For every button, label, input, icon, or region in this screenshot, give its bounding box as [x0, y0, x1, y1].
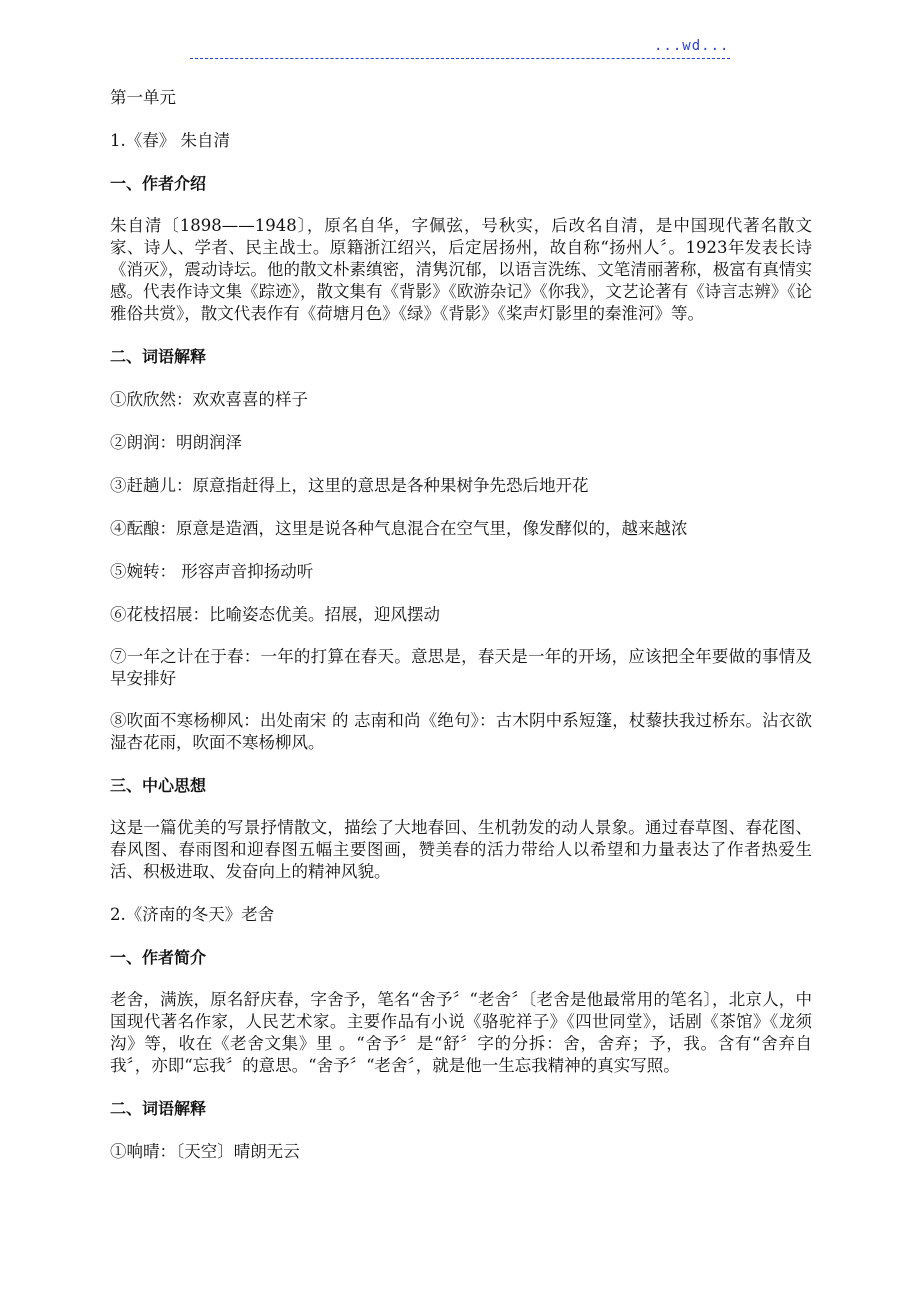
lesson-1-theme-heading: 三、中心思想 — [110, 776, 207, 795]
lesson-1-term-item: ④酝酿：原意是造酒，这里是说各种气息混合在空气里，像发酵似的，越来越浓 — [110, 519, 688, 538]
lesson-2-title: 2.《济南的冬天》老舍 — [110, 905, 275, 924]
lesson-2-terms-heading: 二、词语解释 — [110, 1099, 207, 1118]
lesson-1-term-item: ⑦一年之计在于春：一年的打算在春天。意思是，春天是一年的开场，应该把全年要做的事情及早安排好 — [110, 647, 812, 688]
lesson-2-author-heading: 一、作者简介 — [110, 948, 207, 967]
lesson-1-term-item: ①欣欣然：欢欢喜喜的样子 — [110, 390, 308, 409]
header-dashed-rule — [190, 58, 730, 59]
lesson-2-term-item: ①响晴：〔天空〕晴朗无云 — [110, 1142, 300, 1161]
lesson-1-term-item: ②朗润：明朗润泽 — [110, 433, 242, 452]
lesson-1-term-item: ⑤婉转： 形容声音抑扬动听 — [110, 562, 314, 581]
lesson-2-author-text: 老舍，满族，原名舒庆春，字舍予，笔名“舍予〞“老舍〞〔老舍是他最常用的笔名〕，北京人，中国现代著名作家，人民艺术家。主要作品有小说《骆驼祥子》《四世同堂》，话剧《茶馆》《龙须沟》等，收在《老舍文集》里 。“舍予〞是“舒〞字的分拆：舍，舍弃；予，我。含有“舍弃自我〞，亦即“忘我〞的意思。“舍予〞“老舍〞，就是他一生忘我精神的真实写照。 — [110, 990, 812, 1075]
lesson-1-title: 1.《春》 朱自清 — [110, 131, 230, 150]
unit-title: 第一单元 — [110, 88, 176, 107]
lesson-1-author-heading: 一、作者介绍 — [110, 174, 207, 193]
lesson-1-terms-heading: 二、词语解释 — [110, 347, 207, 366]
document-body — [110, 86, 812, 1183]
lesson-1-term-item: ③赶趟儿：原意指赶得上，这里的意思是各种果树争先恐后地开花 — [110, 476, 589, 495]
lesson-1-theme-text: 这是一篇优美的写景抒情散文，描绘了大地春回、生机勃发的动人景象。通过春草图、春花图、春风图、春雨图和迎春图五幅主要图画，赞美春的活力带给人以希望和力量表达了作者热爱生活、积极进取、发奋向上的精神风貌。 — [110, 818, 812, 881]
lesson-1-term-item: ⑧吹面不寒杨柳风：出处南宋 的 志南和尚《绝句》：古木阴中系短篷，杖藜扶我过桥东。沾衣欲湿杏花雨，吹面不寒杨柳风。 — [110, 711, 812, 752]
lesson-1-term-item: ⑥花枝招展：比喻姿态优美。招展，迎风摆动 — [110, 605, 440, 624]
header-watermark-text: ...wd... — [654, 38, 730, 54]
lesson-1-author-text: 朱自清〔1898——1948〕，原名自华，字佩弦，号秋实，后改名自清，是中国现代著名散文家、诗人、学者、民主战士。原籍浙江绍兴，后定居扬州，故自称“扬州人〞。1923年发表长诗《消灭》，震动诗坛。他的散文朴素缜密，清隽沉郁，以语言洗练、文笔清丽著称，极富有真情实感。代表作诗文集《踪迹》，散文集有《背影》《欧游杂记》《你我》，文艺论著有《诗言志辨》《论雅俗共赏》，散文代表作有《荷塘月色》《绿》《背影》《桨声灯影里的秦淮河》等。 — [110, 216, 812, 323]
